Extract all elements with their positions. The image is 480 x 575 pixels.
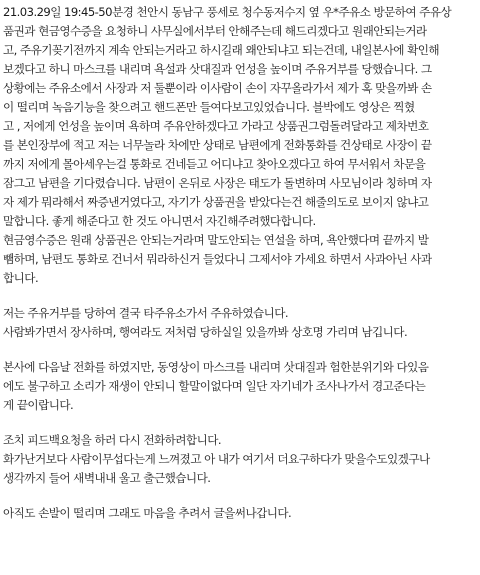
text-line: 게 끝이랍니다. [3,398,74,412]
text-line: 까지 저에게 몰아세우는걸 통화로 건네듣고 어디냐고 찾아오겠다고 하여 무서워서 차문을 [3,157,426,171]
text-line: 현금영수증은 원래 상품권은 안되는거라며 말도안되는 연설을 하며, 욕안했다며 끝까지 발 [3,233,429,247]
paragraph-closing [3,504,477,523]
paragraph-incident-account [3,3,477,288]
text-line: 사람봐가면서 장사하며, 행여라도 저처럼 당하실일 있을까봐 상호명 가리며 남깁니다. [3,325,408,339]
text-line: 생각까지 들어 새벽내내 울고 출근했습니다. [3,471,211,485]
text-line: 조치 피드백요청을 하러 다시 전화하려합니다. [3,433,222,447]
text-line: 상황에는 주유소에서 사장과 저 둘뿐이라 이사람이 손이 자꾸올라가서 제가 혹 맞을까봐 손 [3,81,432,95]
text-line: 아직도 손발이 떨리며 그래도 마음을 추려서 글을써나갑니다. [3,506,292,520]
text-line: 저는 주유거부를 당하여 결국 타주유소가서 주유하였습니다. [3,306,289,320]
text-line: 21.03.29일 19:45-50분경 천안시 동남구 풍세로 청수동저수지 옆 우*주유소 방문하여 주유상 [3,5,452,19]
post-body [3,3,477,523]
text-line: 를 본인장부에 적고 저는 너무놀라 차에만 상태로 남편에게 전화통화를 건상태로 사장이 끝 [3,138,432,152]
text-line: 뺌하며, 남편도 통화로 건너서 뭐라하신거 들었다니 그제서야 가세요 하면서 사과아닌 사과 [3,252,432,266]
text-line: 화가난거보다 사람이무섭다는게 느껴졌고 아 내가 여기서 더요구하다가 맞을수도있겠구나 [3,452,430,466]
paragraph-spacer [3,415,477,431]
text-line: 본사에 다음날 전화를 하였지만, 동영상이 마스크를 내리며 삿대질과 험한분위기와 다있음 [3,360,429,374]
text-line: 보겠다고 하니 마스크를 내리며 욕설과 삿대질과 언성을 높이며 주유거부를 당했습니다. 그 [3,62,432,76]
text-line: 품권과 현금영수증을 요청하니 사무실에서부터 안해주는데 해드리겠다고 원래안되는거라 [3,24,427,38]
paragraph-feedback-request [3,431,477,488]
text-line: 말합니다. 좋게 해준다고 한 것도 아니면서 자긴해주려했다합니다. [3,214,316,228]
text-line: 자 제가 뭐라해서 짜증낸거였다고, 자기가 상품권을 받았다는건 해줄의도로 보이지 않냐고 [3,195,429,209]
paragraph-refusal-note [3,304,477,342]
text-line: 에도 불구하고 소리가 재생이 안되니 할말이없다며 일단 자기네가 조사나가서 경고준다는 [3,379,426,393]
text-line: 이 떨리며 녹음기능을 찾으려고 핸드폰만 들여다보고있었습니다. 블박에도 영상은 찍혔 [3,100,415,114]
paragraph-spacer [3,288,477,304]
paragraph-spacer [3,488,477,504]
paragraph-headquarters-call [3,358,477,415]
text-line: 고, 주유기꽂기전까지 계속 안되는거라고 하시길래 왜안되냐고 되는건데, 내일본사에 확인해 [3,43,440,57]
paragraph-spacer [3,342,477,358]
text-line: 잠그고 남편을 기다렸습니다. 남편이 온뒤로 사장은 태도가 돌변하며 사모님이라 칭하며 자 [3,176,432,190]
text-line: 합니다. [3,271,39,285]
text-line: 고 , 저에게 언성을 높이며 욕하며 주유안하겠다고 가라고 상품권그럼돌려달라고 제차번호 [3,119,429,133]
